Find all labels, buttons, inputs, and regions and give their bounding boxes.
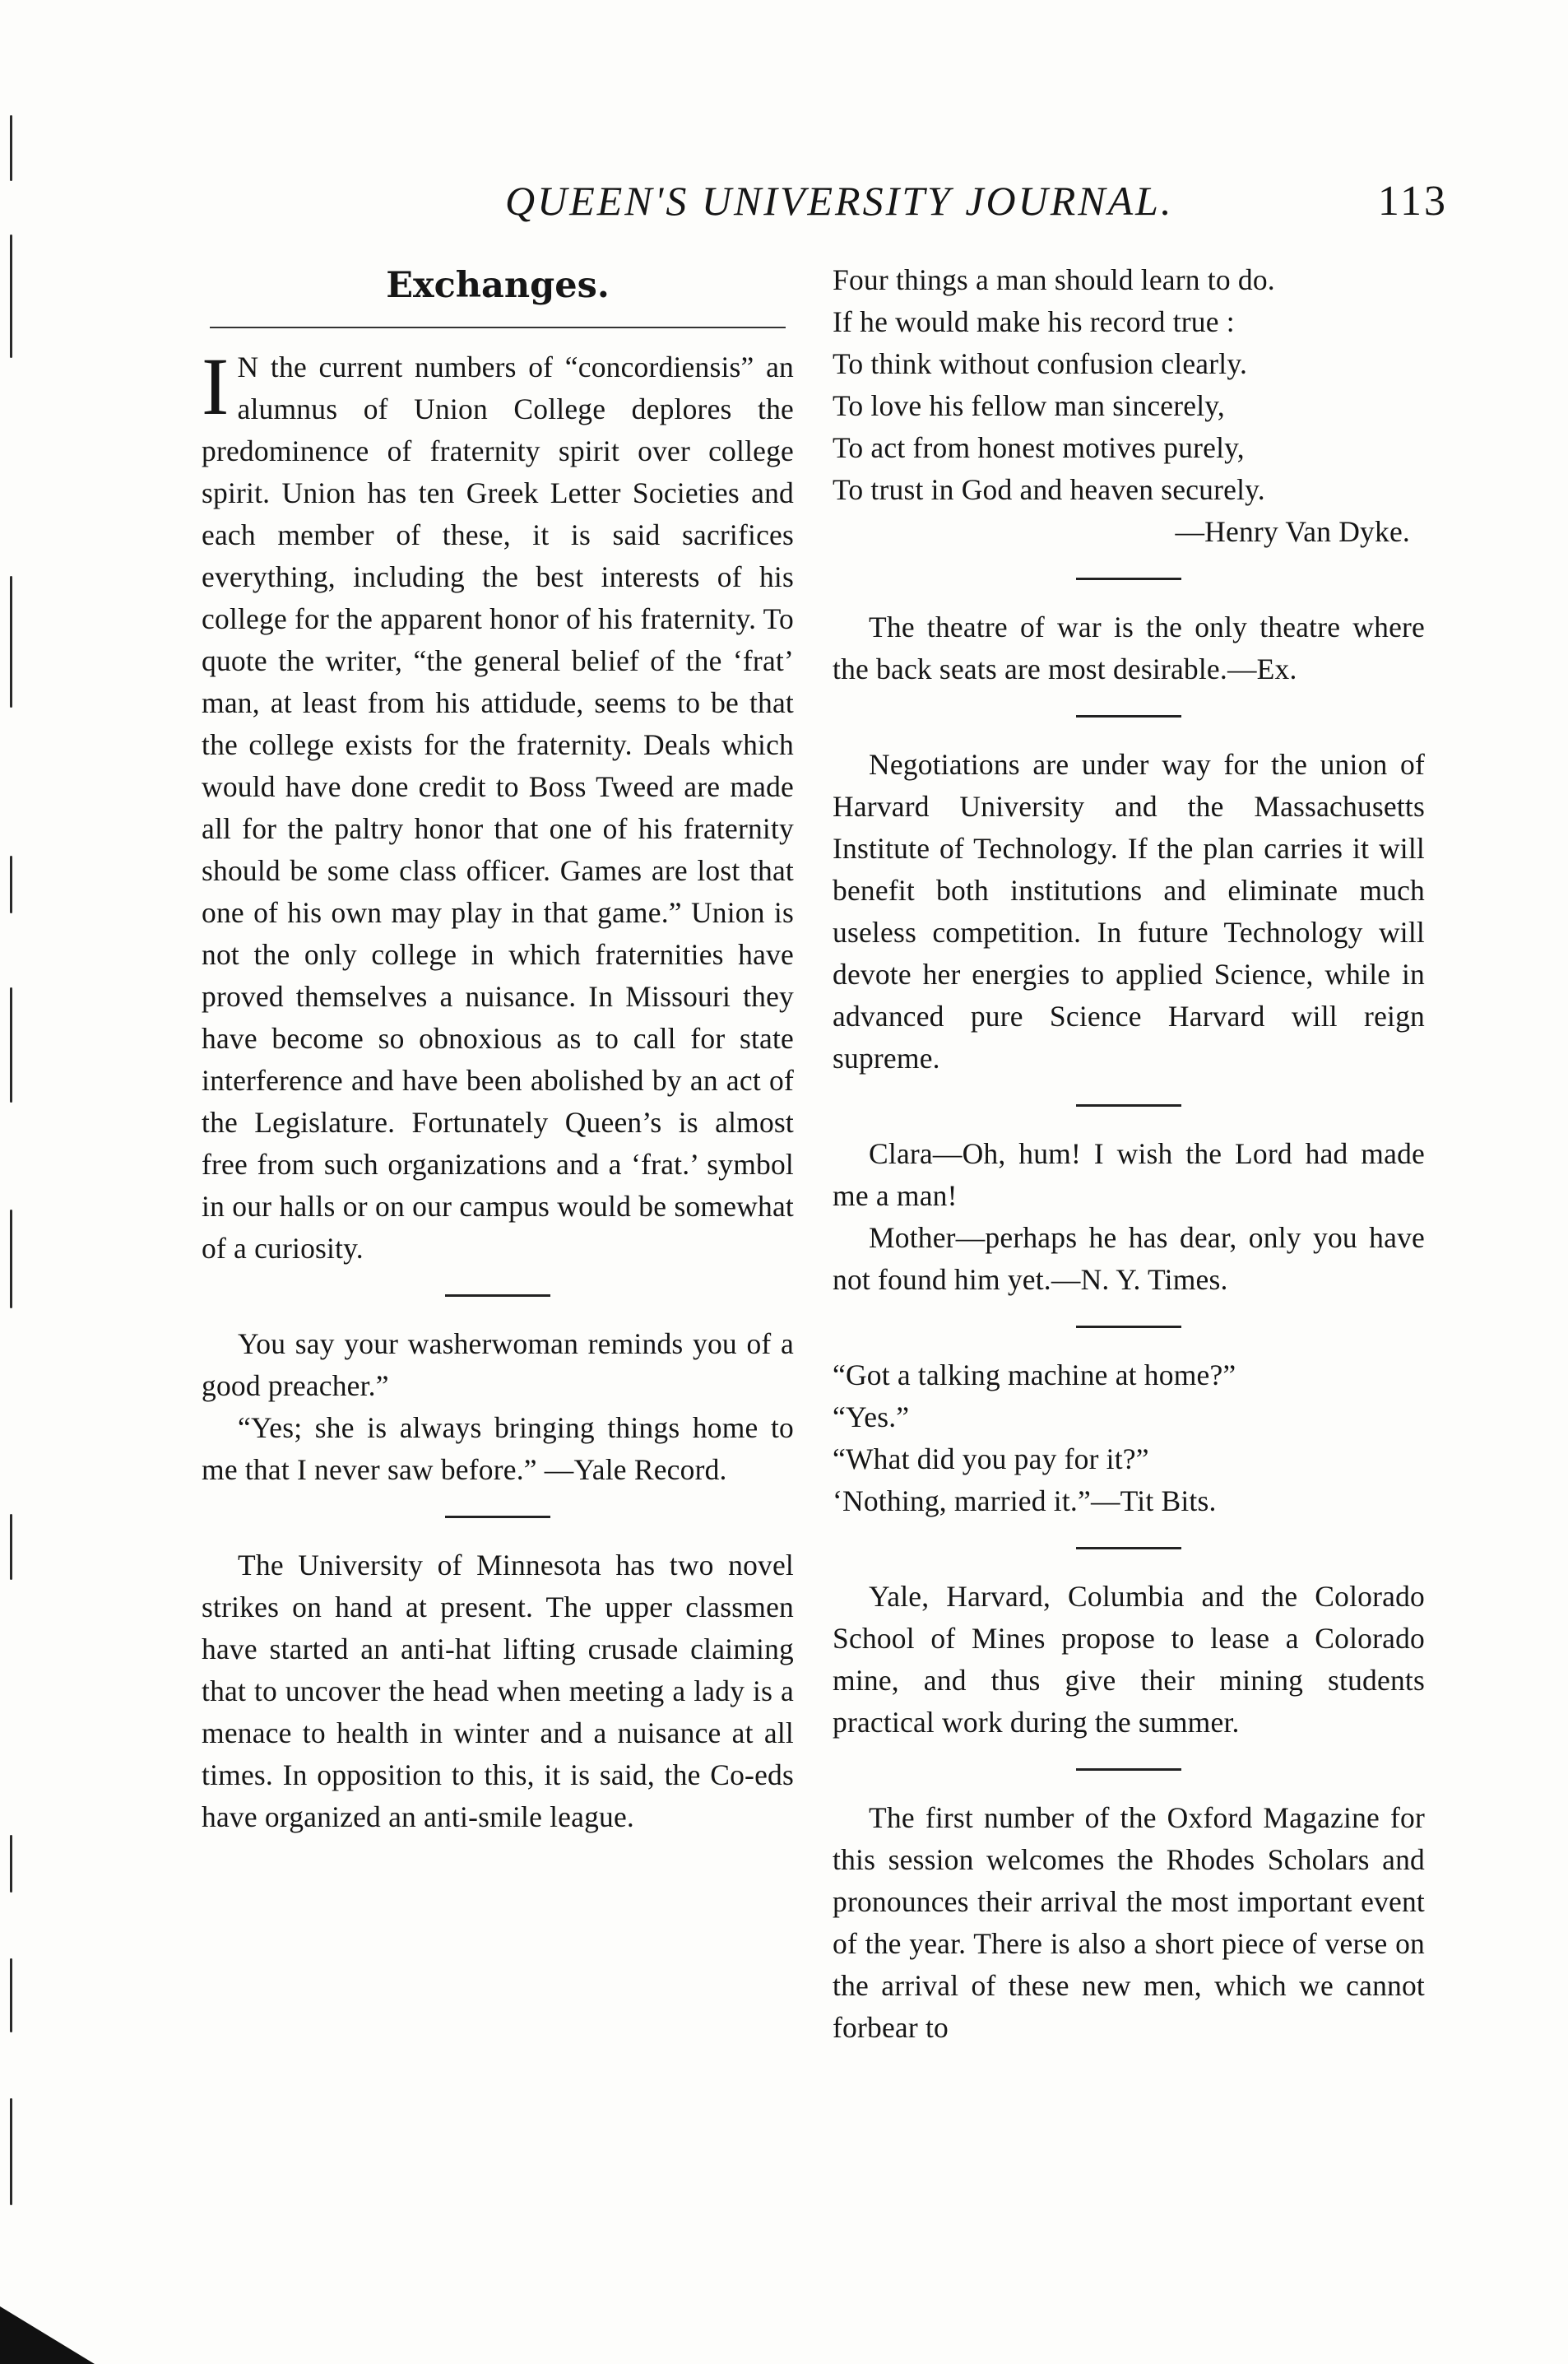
poem-line: To think without confusion clearly. [833, 347, 1248, 380]
heading-rule [210, 327, 786, 328]
separator-rule [1076, 578, 1181, 580]
separator-rule [1076, 1768, 1181, 1771]
right-column [833, 259, 1425, 2364]
page-header [189, 160, 1448, 235]
separator-rule [445, 1516, 550, 1518]
poem-line: To love his fellow man sincerely, [833, 389, 1225, 422]
article-oxford: The first number of the Oxford Magazine for this session welcomes the Rhodes Scholars and pronounces their arrival the most important event of the year. There is also a short piece of verse on the arrival of these new men, which we cannot forbear to [833, 1801, 1425, 2044]
poem-line: Four things a man should learn to do. [833, 263, 1275, 296]
running-title: QUEEN'S UNIVERSITY JOURNAL. [505, 178, 1174, 224]
dialogue-line: “Got a talking machine at home?” [833, 1358, 1236, 1391]
poem-line: If he would make his record true : [833, 305, 1235, 338]
page-corner-shadow [0, 2306, 95, 2364]
article-minnesota: The University of Minnesota has two novel strikes on hand at present. The upper classmen have started an anti-hat lifting crusade claiming that to uncover the head when meeting a lady is a menace to health in winter and a nuisance at all times. In opposition to this, it is said, the Co-eds have organized an anti-smile league. [202, 1549, 794, 1833]
page-binding-edge [0, 0, 30, 2364]
left-column [202, 259, 794, 2364]
dialogue-line: “Yes.” [833, 1400, 910, 1433]
poem-line: To trust in God and heaven securely. [833, 473, 1265, 506]
article-theatre: The theatre of war is the only theatre where the back seats are most desirable.—Ex. [833, 611, 1425, 685]
article-fraternities-text: N the current numbers of “concordiensis” an alumnus of Union College deplores the predominence of fraternity spirit over college spirit. Union has ten Greek Letter Societies and each member of these, it is said sacrifices everything, including the best interests of his college for the apparent honor of his fraternity. To quote the writer, “the general belief of the ‘frat’ man, at least from his attidude, seems to be that the college exists for the fraternity. Deals which would have done credit to Boss Tweed are made all for the paltry honor that one of his fraternity should be some class officer. Games are lost that one of his own may play in that game.” Union is not the only college in which fraternities have proved themselves a nuisance. In Missouri they have become so obnoxious as to call for state interference and have been abolished by an act of the Legislature. Fortunately Queen’s is almost free from such organizations and a ‘frat.’ symbol in our halls or on our campus would be somewhat of a curiosity. [202, 351, 794, 1265]
article-fraternities [202, 341, 794, 1270]
separator-rule [1076, 1547, 1181, 1549]
clara-line-2: Mother—perhaps he has dear, only you have not found him yet.—N. Y. Times. [833, 1221, 1425, 1296]
poem-attribution: —Henry Van Dyke. [1175, 515, 1410, 548]
separator-rule [1076, 1104, 1181, 1107]
poem-van-dyke [833, 259, 1425, 553]
section-heading: Exchanges. [386, 265, 610, 306]
dialogue-line: ‘Nothing, married it.”—Tit Bits. [833, 1484, 1217, 1517]
drop-cap: I [202, 341, 230, 432]
washerwoman-line-1: You say your washerwoman reminds you of a good preacher.” [202, 1327, 794, 1402]
separator-rule [1076, 1326, 1181, 1328]
separator-rule [1076, 715, 1181, 718]
page-number: 113 [1377, 178, 1448, 225]
article-harvard-mit: Negotiations are under way for the union of Harvard University and the Massachusetts Institute of Technology. If the plan carries it will benefit both institutions and eliminate much useless competition. In future Technology will devote her energies to applied Science, while in advanced pure Science Harvard will reign supreme. [833, 748, 1425, 1075]
article-mines: Yale, Harvard, Columbia and the Colorado School of Mines propose to lease a Colorado mine, and thus give their mining students practical work during the summer. [833, 1580, 1425, 1739]
dialogue-line: “What did you pay for it?” [833, 1442, 1149, 1475]
washerwoman-line-2: “Yes; she is always bringing things home to me that I never saw before.” —Yale Record. [202, 1411, 794, 1486]
separator-rule [445, 1294, 550, 1297]
clara-line-1: Clara—Oh, hum! I wish the Lord had made me a man! [833, 1137, 1425, 1212]
poem-line: To act from honest motives purely, [833, 431, 1245, 464]
